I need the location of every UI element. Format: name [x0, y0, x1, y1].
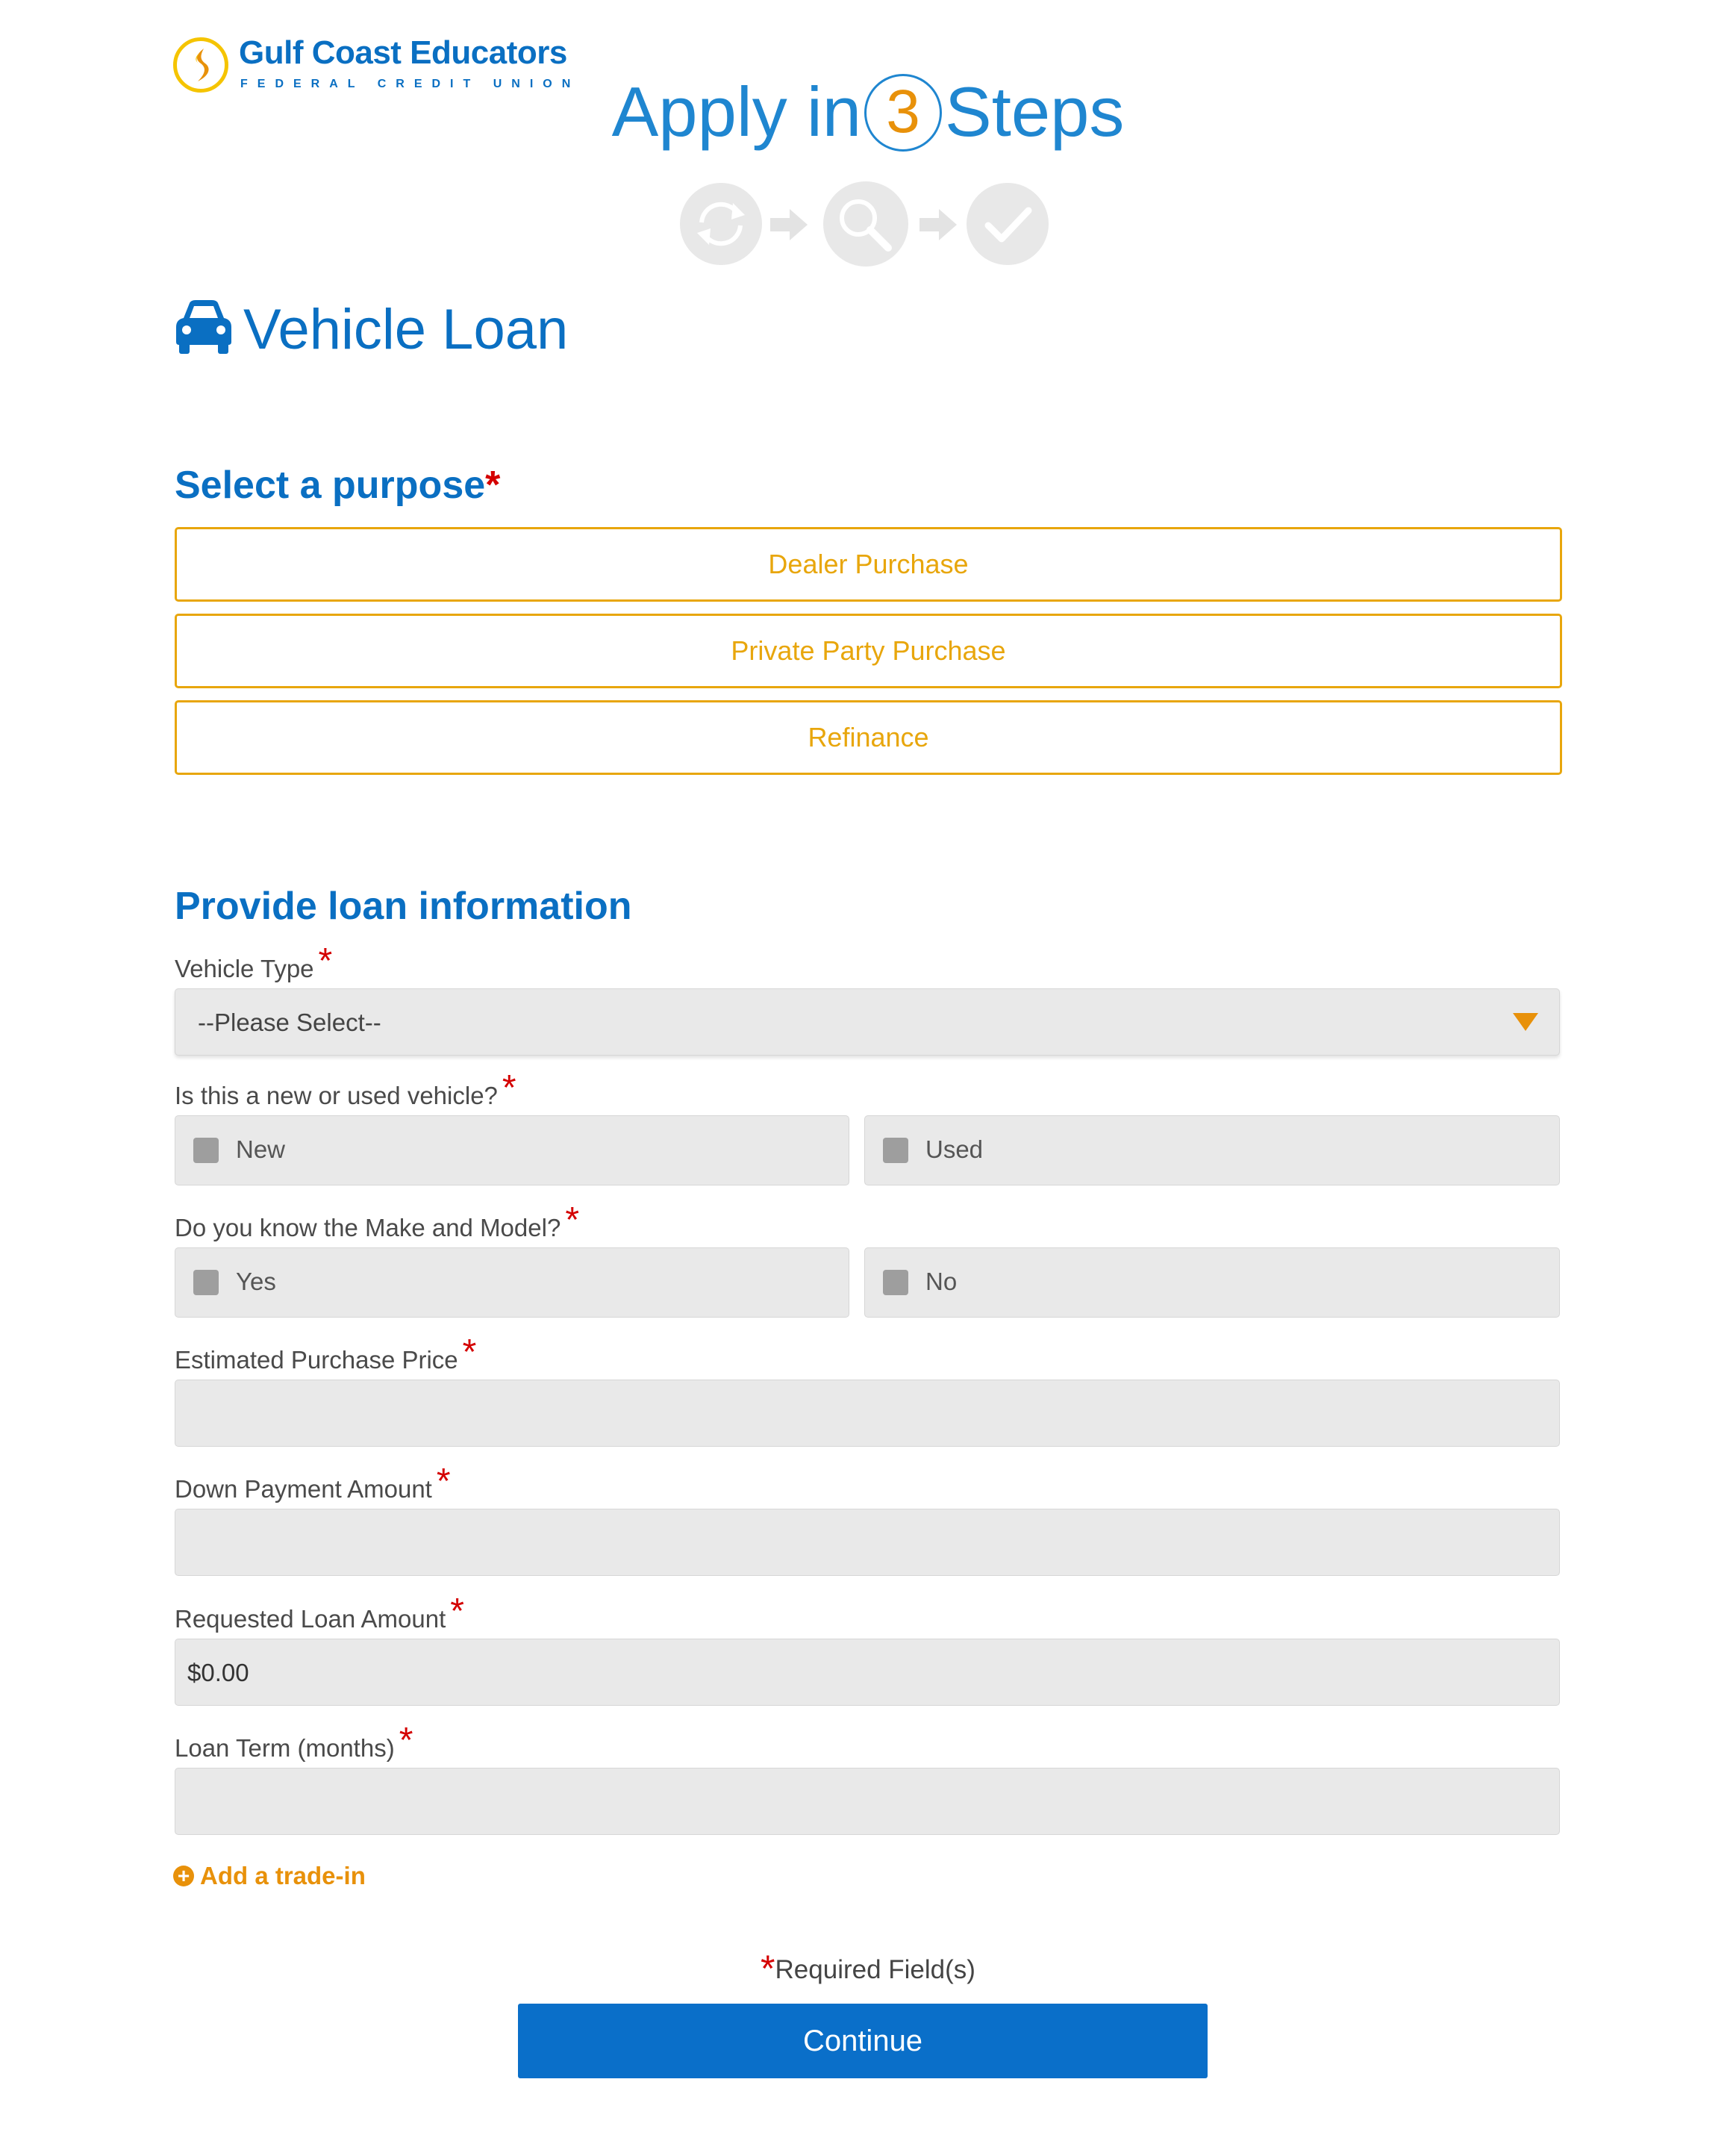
yes-checkbox[interactable]	[193, 1270, 219, 1295]
requested-amount-label-text: Requested Loan Amount	[175, 1605, 446, 1633]
required-asterisk: *	[761, 1948, 775, 1989]
make-model-no-option[interactable]	[864, 1247, 1560, 1318]
required-asterisk: *	[436, 1462, 451, 1501]
refresh-icon	[680, 183, 762, 265]
brand-name: Gulf Coast Educators	[239, 34, 567, 71]
yes-option-label: Yes	[236, 1268, 276, 1295]
vehicle-type-label	[175, 941, 333, 986]
apply-prefix: Apply in	[611, 72, 862, 151]
purchase-price-input[interactable]	[175, 1380, 1560, 1447]
down-payment-label-text: Down Payment Amount	[175, 1475, 432, 1503]
loan-info-heading: Provide loan information	[175, 885, 632, 928]
requested-amount-label	[175, 1592, 464, 1636]
no-option-label: No	[925, 1268, 958, 1295]
car-icon	[173, 296, 234, 357]
brand-subtitle: FEDERAL CREDIT UNION	[240, 78, 581, 90]
new-option[interactable]	[175, 1115, 849, 1185]
requested-amount-input[interactable]	[175, 1639, 1560, 1706]
continue-button[interactable]: Continue	[518, 2004, 1208, 2078]
no-checkbox[interactable]	[883, 1270, 908, 1295]
loan-term-input[interactable]	[175, 1768, 1560, 1835]
requested-amount-value: $0.00	[187, 1659, 249, 1686]
step-progress	[679, 181, 1052, 267]
purpose-heading	[175, 463, 500, 508]
required-asterisk: *	[502, 1068, 516, 1108]
make-model-yes-option[interactable]	[175, 1247, 849, 1318]
down-payment-input[interactable]	[175, 1509, 1560, 1576]
new-used-label	[175, 1068, 516, 1113]
purpose-refinance-button[interactable]: Refinance	[175, 700, 1562, 775]
new-option-label: New	[236, 1135, 286, 1163]
used-checkbox[interactable]	[883, 1138, 908, 1163]
used-option-label: Used	[925, 1135, 984, 1163]
vehicle-type-selected-value: --Please Select--	[198, 1009, 381, 1036]
make-model-label-text: Do you know the Make and Model?	[175, 1214, 561, 1241]
down-payment-label	[175, 1462, 451, 1506]
apply-steps-heading	[0, 72, 1736, 161]
purchase-price-label-text: Estimated Purchase Price	[175, 1346, 458, 1374]
required-asterisk: *	[318, 941, 333, 981]
caret-down-icon	[1513, 1013, 1538, 1031]
arrow-right-icon	[770, 209, 808, 240]
new-used-label-text: Is this a new or used vehicle?	[175, 1082, 498, 1109]
loan-term-label	[175, 1721, 413, 1766]
plus-circle-icon: +	[173, 1866, 194, 1886]
purpose-dealer-purchase-button[interactable]: Dealer Purchase	[175, 527, 1562, 602]
new-checkbox[interactable]	[193, 1138, 219, 1163]
apply-suffix: Steps	[945, 72, 1125, 151]
purchase-price-label	[175, 1333, 477, 1377]
check-icon	[967, 183, 1049, 265]
required-asterisk: *	[450, 1592, 464, 1631]
purpose-heading-text: Select a purpose	[175, 464, 486, 507]
required-asterisk: *	[399, 1721, 413, 1760]
required-asterisk: *	[565, 1200, 579, 1240]
used-option[interactable]	[864, 1115, 1560, 1185]
search-icon	[823, 181, 908, 267]
required-fields-text: Required Field(s)	[775, 1955, 975, 1984]
vehicle-type-select[interactable]	[175, 988, 1560, 1056]
required-fields-note	[0, 1944, 1736, 1987]
step-count-badge: 3	[864, 74, 942, 152]
page-title: Vehicle Loan	[243, 298, 569, 361]
required-asterisk: *	[462, 1333, 477, 1372]
arrow-right-icon	[919, 209, 957, 240]
purpose-private-party-button[interactable]: Private Party Purchase	[175, 614, 1562, 688]
make-model-label	[175, 1200, 579, 1245]
add-trade-in-label: Add a trade-in	[200, 1862, 366, 1889]
add-trade-in-link[interactable]	[173, 1862, 366, 1890]
loan-term-label-text: Loan Term (months)	[175, 1734, 395, 1762]
required-asterisk: *	[485, 464, 501, 507]
vehicle-type-label-text: Vehicle Type	[175, 955, 314, 982]
